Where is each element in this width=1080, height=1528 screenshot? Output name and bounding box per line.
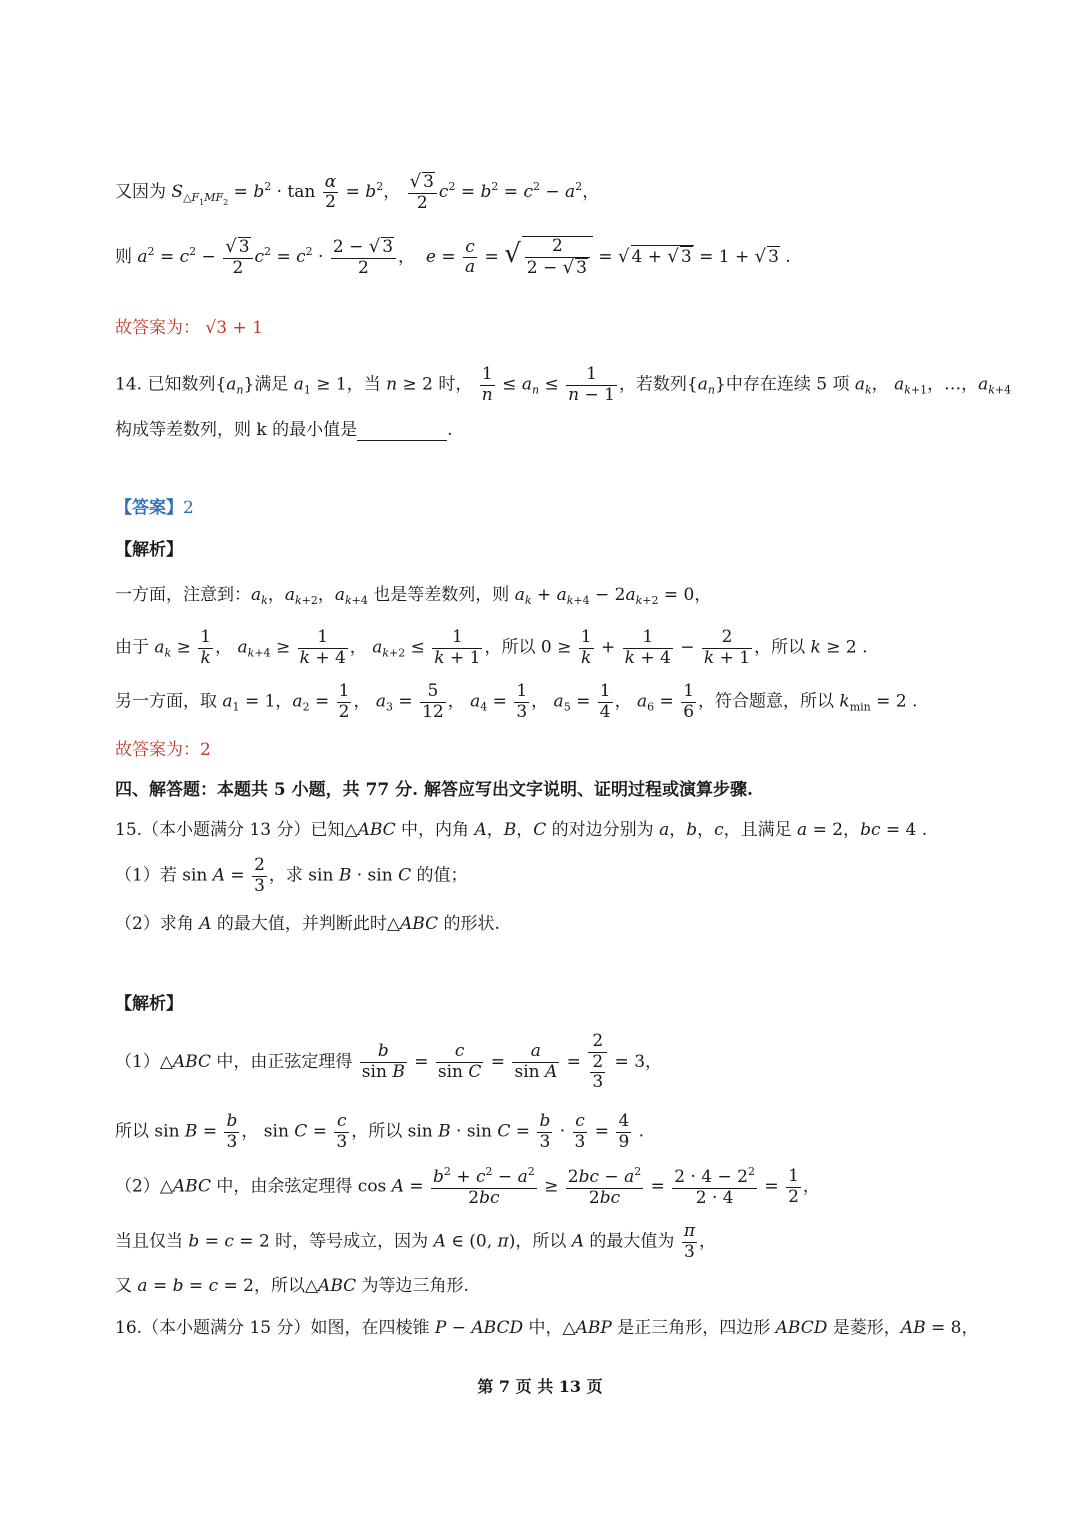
- question-15-part-1: （1）若 sin A = $\frac{2}{3}$ ，求 sin B · sin C 的值；: [115, 855, 468, 896]
- answer-blank: [357, 424, 447, 441]
- question-14-line-2: 构成等差数列，则 k 的最小值是 .: [115, 420, 453, 440]
- question-15-part-2: （2）求角 A 的最大值，并判断此时△ABC 的形状.: [115, 914, 500, 934]
- q14-answer: 【答案】2: [115, 498, 194, 518]
- solution-line-2: 则 $a^2 = c^2$ − $\frac{√ 3}{2}$ $c^2 = c^2$ · $\frac{2 - √ 3}{2}$ ， e = $\frac{c}{a}$ = √ $\frac{2}{2 - √ 3}$ = √ 4 + √ 3 = 1 + √ 3 .: [115, 236, 791, 278]
- question-14-line-1: 14. 已知数列$\{a_n\}$满足 $a_1 \ge 1$，当 n ≥ 2 时， $\frac{1}{n}$ ≤ $a_n$ ≤ $\frac{1}{n - 1}$ ，若数列$\{a_n\}$中存在连续 5 项 $a_k$， $a_{k+1}$，…，$a_{k+4}$: [115, 364, 1012, 405]
- q14-solution-line-1: 一方面，注意到：$a_k$，$a_{k+2}$，$a_{k+4}$ 也是等差数列，则 $a_k + a_{k+4} - 2a_{k+2} = 0$，: [115, 585, 712, 607]
- q15-solution-line-3: （2）△ABC 中，由余弦定理得 cos A = $\frac{b^2 + c^2 - a^2}{2bc}$ ≥ $\frac{2bc - a^2}{2bc}$ = $\frac{2 \cdot 4 - 2^2}{2 \cdot 4}$ = $\frac{1}{2}$ ，: [115, 1165, 820, 1208]
- q15-solution-line-4: 当且仅当 b = c = 2 时，等号成立，因为 A ∈ (0, π)，所以 A 的最大值为 $\frac{\pi}{3}$ ，: [115, 1221, 717, 1262]
- question-16-stem: 16.（本小题满分 15 分）如图，在四棱锥 P − ABCD 中，△ABP 是正三角形，四边形 ABCD 是菱形，AB = 8，: [115, 1318, 979, 1338]
- q15-analysis-heading: 【解析】: [115, 994, 183, 1014]
- solution-line-1: 又因为 $S_{\triangle F_1MF_2} = b^2 \cdot \tan$ $\frac{\alpha}{2}$ = $b^2$， $\frac{√ 3}{2}$ $c^2 = b^2 = c^2 - a^2$，: [115, 171, 600, 213]
- q15-solution-line-1: （1）△ABC 中，由正弦定理得 $\frac{b}{\text{sin B}}$ = $\frac{c}{\text{sin C}}$ = $\frac{a}{\text{sin A}}$ = $\frac{2}{\frac{2}{3}}$ = 3，: [115, 1031, 663, 1093]
- q15-solution-line-2: 所以 sin B = $\frac{b}{3}$ ， sin C = $\frac{c}{3}$ ，所以 sin B · sin C = $\frac{b}{3}$ · $\frac{c}{3}$ = $\frac{4}{9}$ .: [115, 1111, 645, 1152]
- answer-13: 故答案为： √3 + 1: [115, 318, 263, 338]
- question-15-stem: 15.（本小题满分 13 分）已知△ABC 中，内角 A，B，C 的对边分别为 a，b，c，且满足 a = 2，bc = 4 .: [115, 820, 928, 840]
- section-4-heading: 四、解答题：本题共 5 小题，共 77 分. 解答应写出文字说明、证明过程或演算步骤.: [115, 780, 753, 800]
- analysis-heading: 【解析】: [115, 540, 183, 560]
- page-footer: 第 7 页 共 13 页: [477, 1377, 603, 1396]
- q15-solution-line-5: 又 a = b = c = 2，所以△ABC 为等边三角形.: [115, 1276, 469, 1296]
- q14-final-answer: 故答案为：2: [115, 740, 211, 760]
- q14-solution-line-3: 另一方面，取 $a_1 = 1$，$a_2$ = $\frac{1}{2}$ ， $a_3$ = $\frac{5}{12}$ ， $a_4$ = $\frac{1}{3}$ ， $a_5$ = $\frac{1}{4}$ ， $a_6$ = $\frac{1}{6}$ ，符合题意，所以 $k_{min} = 2$ .: [115, 681, 918, 722]
- q14-solution-line-2: 由于 $a_k$ ≥ $\frac{1}{k}$ ， $a_{k+4}$ ≥ $\frac{1}{k + 4}$ ， $a_{k+2}$ ≤ $\frac{1}{k + 1}$ ，所以 0 ≥ $\frac{1}{k}$ + $\frac{1}{k + 4}$ − $\frac{2}{k + 1}$ ，所以 k ≥ 2 .: [115, 627, 868, 668]
